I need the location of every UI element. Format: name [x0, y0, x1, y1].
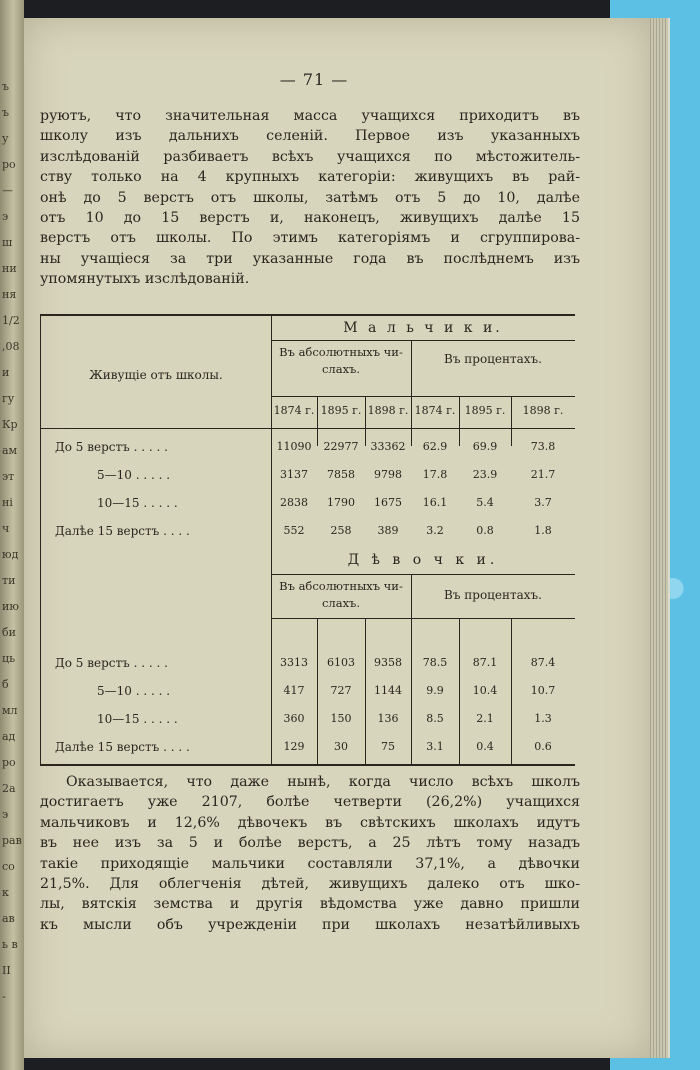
text-line: верстъ отъ школы. По этимъ категоріямъ и сгруппирова- [40, 230, 580, 247]
table-cell: 150 [330, 712, 352, 725]
text-line: руютъ, что значительная масса учащихся приходитъ въ [40, 108, 580, 124]
text-line: изслѣдованій разбиваетъ всѣхъ учащихся по мѣстожитель- [40, 148, 580, 165]
facing-page-edge [0, 0, 24, 1070]
text-line: въ нее изъ за 5 и болѣе верстъ, а 25 лѣтъ тому назадъ [40, 835, 580, 852]
table-cell: 9798 [374, 468, 402, 481]
facing-page-text: у [2, 132, 9, 145]
table-cell: 3.7 [534, 496, 552, 509]
table-cell: 136 [377, 712, 399, 725]
statistics-table [40, 314, 575, 766]
table-cell: 33362 [370, 440, 406, 453]
table-cell: 1790 [327, 496, 355, 509]
row-label: До 5 верстъ . . . . . [55, 656, 168, 670]
book-page [24, 18, 650, 1058]
table-cell: 3.1 [426, 740, 444, 753]
table-cell: 360 [283, 712, 305, 725]
text-line: ству только на 4 крупныхъ категоріи: живущихъ въ рай- [40, 169, 580, 186]
table-cell: 389 [377, 524, 399, 537]
text-line: лы, вятскія земства и другія вѣдомства уже давно пришли [40, 896, 580, 913]
text-line: достигаетъ уже 2107, болѣе четверти (26,2%) учащихся [40, 794, 580, 811]
table-cell: 0.4 [476, 740, 494, 753]
table-cell: 9.9 [426, 684, 444, 697]
text-line: упомянутыхъ изслѣдованій. [40, 271, 250, 288]
table-cell: 87.4 [530, 656, 556, 669]
section-boys-title: М а л ь ч и к и. [343, 320, 503, 336]
text-line: къ мысли объ учрежденіи при школахъ незатѣйливыхъ [40, 916, 580, 933]
pct-header-girls: Въ процентахъ. [444, 588, 542, 602]
facing-page-text: и [2, 366, 10, 379]
table-cell: 21.7 [530, 468, 556, 481]
row-header: Живущіе отъ школы. [89, 368, 223, 382]
row-label: До 5 верстъ . . . . . [55, 440, 168, 454]
table-cell: 7858 [327, 468, 355, 481]
table-cell: 1144 [374, 684, 402, 697]
facing-page-text: II [2, 964, 11, 977]
row-label: 10—15 . . . . . [97, 712, 178, 726]
table-cell: 258 [330, 524, 352, 537]
facing-page-text: Кр [2, 418, 18, 431]
facing-page-text: 2а [2, 782, 16, 795]
table-cell: 727 [330, 684, 352, 697]
facing-page-text: ию [2, 600, 19, 613]
facing-page-text: рав [2, 834, 22, 847]
paragraph-top [40, 106, 580, 290]
facing-page-text: со [2, 860, 15, 873]
paragraph-bottom [40, 772, 580, 935]
table-cell: 16.1 [422, 496, 448, 509]
table-cell: 1675 [374, 496, 402, 509]
table-cell: 6103 [327, 656, 355, 669]
table-cell: 10.4 [472, 684, 498, 697]
page-number: — 71 — [279, 70, 349, 89]
facing-page-text: би [2, 626, 16, 639]
row-label: Далѣе 15 верстъ . . . . [55, 524, 190, 538]
facing-page-text: ро [2, 158, 16, 171]
facing-page-text: ць [2, 652, 16, 665]
text-line: школу изъ дальнихъ селеній. Первое изъ указанныхъ [40, 128, 580, 145]
abs-header-boys: Въ абсолютныхъ чи- слахъ. [279, 345, 403, 376]
year-header: 1898 г. [522, 404, 564, 417]
facing-page-text: ня [2, 288, 17, 301]
table-cell: 69.9 [472, 440, 498, 453]
facing-page-text: ч [2, 522, 10, 535]
facing-page-text: эт [2, 470, 15, 483]
facing-page-text: гу [2, 392, 15, 405]
facing-page-text: ш [2, 236, 13, 249]
facing-page-text: - [2, 990, 6, 1003]
table-cell: 1.3 [534, 712, 552, 725]
table-cell: 8.5 [426, 712, 444, 725]
facing-page-text: юд [2, 548, 19, 561]
text-line: ны учащіеся за три указанные года въ послѣднемъ изъ [40, 250, 580, 267]
table-cell: 9358 [374, 656, 402, 669]
text-line: Оказывается, что даже нынѣ, когда число всѣхъ школъ [66, 774, 580, 790]
facing-page-text: ь в [2, 938, 18, 951]
facing-page-text: ъ [2, 80, 9, 93]
table-cell: 3137 [280, 468, 308, 481]
text-line: такіе приходящіе мальчики составляли 37,1%, а дѣвочки [40, 855, 580, 872]
facing-page-text: ъ [2, 106, 9, 119]
table-cell: 75 [381, 740, 395, 753]
facing-page-text: ти [2, 574, 16, 587]
table-cell: 17.8 [422, 468, 448, 481]
pct-header-boys: Въ процентахъ. [444, 352, 542, 366]
page-block-edge [648, 18, 670, 1058]
table-cell: 5.4 [476, 496, 494, 509]
row-label: Далѣе 15 верстъ . . . . [55, 740, 190, 754]
year-header: 1874 г. [273, 404, 315, 417]
abs-header-girls: Въ абсолютныхъ чи- слахъ. [279, 579, 403, 610]
table-cell: 417 [283, 684, 305, 697]
table-cell: 1.8 [534, 524, 552, 537]
year-header: 1895 г. [464, 404, 506, 417]
row-label: 5—10 . . . . . [97, 468, 171, 482]
facing-page-text: ро [2, 756, 16, 769]
table-cell: 11090 [276, 440, 312, 453]
table-cell: 2838 [280, 496, 308, 509]
facing-page-text: э [2, 808, 9, 821]
table-cell: 22977 [323, 440, 359, 453]
table-cell: 62.9 [422, 440, 448, 453]
text-line: мальчиковъ и 12,6% дѣвочекъ въ свѣтскихъ школахъ идутъ [40, 814, 580, 831]
facing-page-text: — [2, 184, 13, 197]
text-line: онѣ до 5 верстъ отъ школы, затѣмъ отъ 5 до 10, далѣе [40, 189, 580, 206]
facing-page-text: 1/2 [2, 314, 20, 327]
facing-page-text: к [2, 886, 9, 899]
facing-page-text: мл [2, 704, 18, 717]
table-cell: 129 [283, 740, 305, 753]
table-cell: 73.8 [530, 440, 556, 453]
section-girls-title: Д ѣ в о ч к и. [347, 552, 499, 568]
row-label: 5—10 . . . . . [97, 684, 171, 698]
table-cell: 10.7 [530, 684, 556, 697]
facing-page-text: э [2, 210, 9, 223]
table-cell: 30 [334, 740, 348, 753]
facing-page-text: ав [2, 912, 15, 925]
table-cell: 87.1 [472, 656, 498, 669]
facing-page-text: ад [2, 730, 16, 743]
table-cell: 3.2 [426, 524, 444, 537]
year-header: 1895 г. [320, 404, 362, 417]
table-cell: 0.8 [476, 524, 494, 537]
table-cell: 3313 [280, 656, 308, 669]
year-header: 1874 г. [414, 404, 456, 417]
table-cell: 0.6 [534, 740, 552, 753]
table-cell: 78.5 [422, 656, 448, 669]
year-header: 1898 г. [367, 404, 409, 417]
facing-page-text: ,08 [2, 340, 20, 353]
table-cell: 2.1 [476, 712, 494, 725]
facing-page-text: ам [2, 444, 18, 457]
row-label: 10—15 . . . . . [97, 496, 178, 510]
text-line: 21,5%. Для облегченія дѣтей, живущихъ далеко отъ шко- [40, 876, 580, 893]
text-line: отъ 10 до 15 верстъ и, наконецъ, живущихъ далѣе 15 [40, 210, 580, 227]
facing-page-text: ні [2, 496, 13, 509]
table-cell: 552 [283, 524, 305, 537]
facing-page-text: б [2, 678, 9, 691]
table-cell: 23.9 [472, 468, 498, 481]
facing-page-text: ни [2, 262, 17, 275]
